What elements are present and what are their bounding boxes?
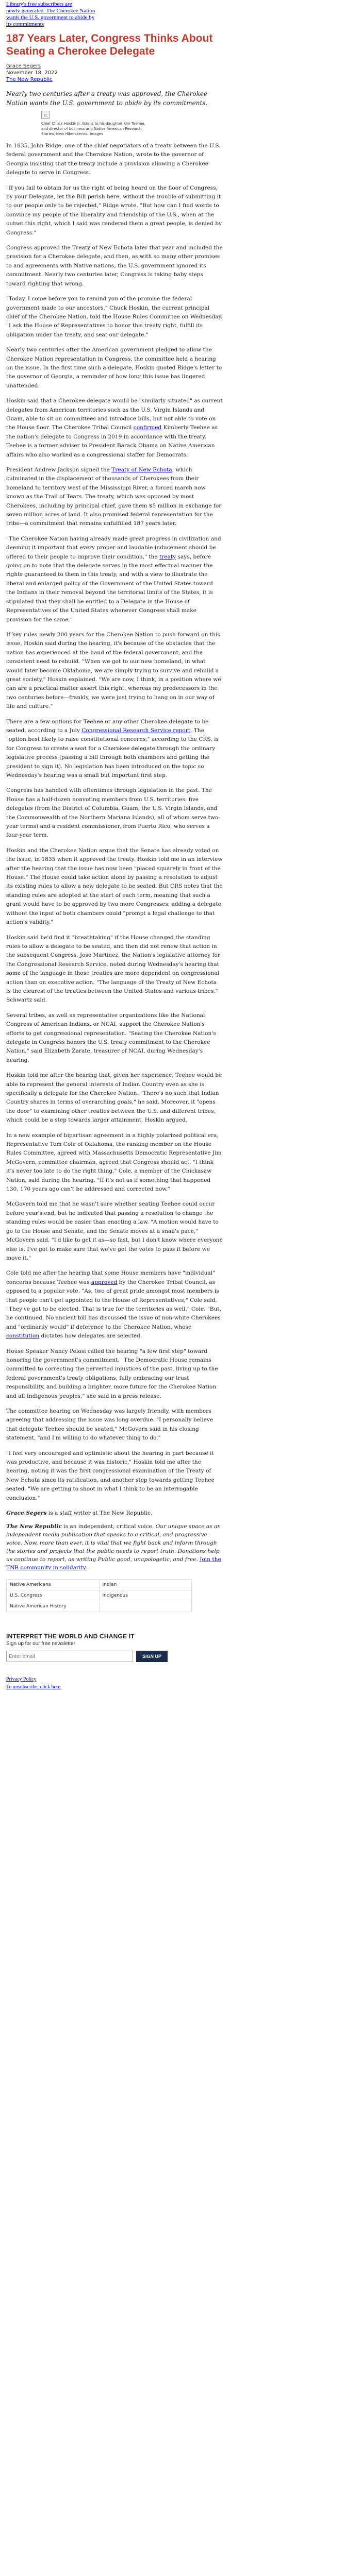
promo-subtitle: Sign up for our free newsletter [6, 1641, 75, 1647]
body-paragraph [6, 244, 223, 289]
paragraph-text: Cole told me after the hearing that some House members have "individual" concerns because Teehee was [6, 1270, 215, 1285]
promo-title: INTERPRET THE WORLD AND CHANGE IT [6, 1633, 135, 1640]
paragraph-text: Congress has handled with oftentimes through legislation in the past. The House has a half-dozen nonvoting members from U.S. territories: five delegates (from the District of Columbia, Guam, the U.S. Virgin Islands, and the Commonwealth of the Northern Mariana Islands), all of whom serve two-year terms) and a resident commissioner, from Puerto Rico, who serves a four-year term. [6, 787, 220, 839]
tag-row [6, 1590, 192, 1601]
notice-line-1[interactable]: Library's free subscribers are [6, 1, 72, 7]
paragraph-text: dictates how delegates are selected. [39, 1333, 142, 1340]
paragraph-text: President Andrew Jackson signed the [6, 467, 112, 473]
paragraph-text: says, before going on to note that the delegate serves in the most effectual manner the rights guaranteed to them in this treaty, and with a view to illustrate the liberal and enlarged policy of the Government of the United States toward the Indians in their removal beyond the territorial limits of the States, it is stipulated that they shall be entitled to a Delegate in the House of Representatives of the United States whenever Congress shall make provision for the same." [6, 553, 213, 623]
paragraph-text: Hoskin said he'd find it "breathtaking" if the House changed the standing rules to allow a delegate to be seated, and then did not renew that action in the subsequent Congress, Jose Martinez, the Nation's legislative attorney for the Congressional Research Service, noted during Wednesday's hearing that some of the language in those treaties are more dependent on congressional action than on executive action. "The language of the Treaty of New Echota is the clearest of the treaties between the United States and various tribes," Schwartz said. [6, 934, 220, 1004]
body-paragraph [6, 142, 223, 178]
paragraph-text: The committee hearing on Wednesday was largely friendly, with members agreeing that addressing the issue was long overdue. "I personally believe that delegate Teehee should be seated," McGovern said in his closing statement, "and I'm willing to do whatever thing to do." [6, 1408, 214, 1442]
topic-tag[interactable]: Native Americans [6, 1580, 100, 1590]
inline-link[interactable]: approved [91, 1279, 118, 1285]
tag-row [6, 1601, 192, 1612]
bios [5, 1509, 356, 1572]
paragraph-text: Nearly two centuries after the American government pledged to allow the Cherokee Nation representation in Congress, the committee held a hearing on the issue. In the first time such a delegate, Hoskin quoted Ridge's letter to the governor of Georgia, a reminder of how long this issue has lingered unattended. [6, 347, 222, 389]
paragraph-text: "If you fail to obtain for us the right of being heard on the floor of Congress, by your Delegate, let the Bill perish here, without the trouble of submitting it to our people only to be rejected," Ridge wrote. "But how can I find words to convince my people of the liberality and friendship of the U.S., when at the outset this right, which I said was rendered them a great people, is denied by Congress." [6, 184, 222, 236]
inline-link[interactable]: Congressional Research Service report [81, 727, 191, 734]
library-notice[interactable] [6, 1, 99, 28]
body-paragraph [6, 295, 223, 340]
body-paragraph [6, 1449, 223, 1503]
paragraph-text: McGovern told me that he wasn't sure whether seating Teehee could occur before year's end, but he indicated that passing a resolution to change the standing rules would be easier than enacting a law. "A motion would have to go to the House and Senate, and the Senate moves at a snail's pace," McGovern said. "I'd like to get it as—so fast, but I don't know where everyone else is. I've got to make sure that we've got the votes to pass it before we move it." [6, 1201, 223, 1261]
paragraph-text: House Speaker Nancy Pelosi called the hearing "a few first step" toward honoring the government's commitment. "The Democratic House remains committed to correcting the perverted injustices of the past, living up to the federal government's treaty obligations, fully embracing our trust responsibility, and building a brighter, more future for the Cherokee Nation and all Indigenous peoples," she said in a press release. [6, 1348, 218, 1399]
inline-link[interactable]: treaty [159, 553, 176, 560]
body-paragraph [6, 718, 223, 781]
privacy-policy-link[interactable]: Privacy Policy [6, 1676, 37, 1683]
unsubscribe-link[interactable]: To unsubscribe, click here. [6, 1684, 62, 1690]
paragraph-text: by the Cherokee Tribal Council, as opposed to a popular vote. "As, two of great pride amongst most members is that people can't get appointed to the House of Representatives," Cole said. "They've got to be elected. That is true for the territories as well," Cole. "But, he continued, No ancient bill has discussed the issue of non-white Cherokees and "ordinarily would" if deference to the Cherokee Nation, whose [6, 1279, 221, 1330]
paragraph-text: Hoskin told me after the hearing that, given her experience, Teehee would be able to represent the general interests of Indian Country even as she is specifically a delegate for the Cherokee Nation. "There's no such that Indian Country shares in terms of overarching goals," he said. Moreover, it "opens the door" to examining other treaties between the U.S. and different tribes, which could be a step towards larger attainment, Hoskin argued. [6, 1072, 222, 1124]
body-paragraph [6, 1011, 223, 1065]
body-paragraph [6, 346, 223, 391]
bio-extra-text: Our unique space as an independent media publication that speaks to a critical, and progressive voice. Now, more than ever, it is vital that we fight back and inform through the stories and projects that the public needs to report truth. Donations help us continue to report, as writing Public good, unapologetic, and free. [6, 1523, 221, 1563]
paragraph-text: In a new example of bipartisan agreement in a highly polarized political era, Representative Tom Cole of Oklahoma, the ranking member on the House Rules Committee, agreed with Massachusetts Democratic Representative Jim McGovern, committee chairman, agreed that Congress should act. "I think it's never too late to do the right thing," Cole, a member of the Chickasaw Nation, said during the hearing. "If it's not as if something that happened 130, 170 years ago can't be addressed and corrected now." [6, 1132, 222, 1193]
paragraph-text: If key rules newly 200 years for the Cherokee Nation to push forward on this issue, Hoskin said during the hearing, it's because of the obstacles that the nation has experienced at the hand of the federal government, and the consistent need to rebuild. "When we got to our new homeland, in what would later become Oklahoma, we are simply trying to survive and rebuild a great society," Hoskin explained. "We are now, I think, in a position where we can are a practical matter assert this right, whereas my predecessors in the two centuries before—frankly, we were just trying to hang on in our way of life and culture." [6, 631, 221, 710]
topic-tag[interactable]: Indigenous [100, 1590, 192, 1601]
body-paragraph [6, 1269, 223, 1341]
bio-name: Grace Segers [6, 1510, 47, 1517]
author-bio [6, 1522, 223, 1572]
body-paragraph [6, 184, 223, 238]
body-paragraph [6, 846, 223, 927]
body-paragraph [6, 1071, 223, 1125]
footer [6, 1675, 356, 1691]
topic-tag [100, 1601, 192, 1612]
notice-line-2[interactable]: newly generated. The Cherokee Nation [6, 8, 95, 14]
tag-row [6, 1580, 192, 1590]
paragraph-text: . The "option best likely to raise constitutional concerns," according to the CRS, is for Congress to create a seat for a Cherokee delegate through the ordinary legislative process (passing a bill through both chambers and getting the president to sign it). No legislation has been introduced on the topic so Wednesday's hearing was a small but important first step. [6, 727, 219, 778]
article-dek: Nearly two centuries after a treaty was approved, the Cherokee Nation wants the U.S. government to abide by its commitments. [6, 90, 208, 107]
paragraph-text: Kimberly Teehee as the nation's delegate to Congress in 2019 in accordance with the treaty. Teehee is a former adviser to President Barack Obama on Native American affairs who also worked as a congressional staffer for Democrats. [6, 425, 218, 458]
paragraph-text: Hoskin and the Cherokee Nation argue that the Senate has already voted on the issue, in 1835 when it approved the treaty. Hoskin told me in an interview after the hearing that the issue has now been "placed squarely in front of the House." The House could take action alone by passing a resolution to adjust its existing rules to allow a new delegate to be seated. But CRS notes that the standing rules are adopted at the start of each term, meaning that such a grant would have to be approved by two more Congresses: adding a delegate without the input of both chambers could "prompt a legal challenge to that action's validity." [6, 847, 223, 926]
notice-line-4[interactable]: its commitments [6, 21, 44, 27]
inline-link[interactable]: constitution [6, 1333, 40, 1340]
topic-tag[interactable]: Indian [100, 1580, 192, 1590]
broken-image-icon: ▫ [41, 111, 50, 119]
paragraph-text: Several tribes, as well as representative organizations like the National Congress of American Indians, or NCAI, support the Cherokee Nation's efforts to get congressional representation. "Seating the Cherokee Nation's delegate in Congress honors the U.S. treaty commitment to the Cherokee Nation," said Elizabeth Zarate, treasurer of NCAI, during Wednesday's hearing. [6, 1012, 216, 1063]
notice-line-3[interactable]: wants the U.S. government to abide by [6, 14, 95, 21]
body-paragraph [6, 786, 223, 840]
paragraph-text: "Today, I come before you to remind you of the promise the federal government made to our ancestors," Chuck Hoskin, the current principal chief of the Cherokee Nation, told the House Rules Committee on Wednesday. "I ask the House of Representatives to honor this treaty right, fulfill its obligation under the treaty, and seat our delegate." [6, 296, 223, 338]
tag-grid [6, 1579, 192, 1612]
article-figure [41, 111, 206, 137]
article-page [5, 1, 356, 1691]
signup-button[interactable]: SIGN UP [136, 1651, 168, 1662]
bio-text: is an independent, critical voice. [61, 1523, 154, 1530]
article-body [6, 142, 223, 1503]
bio-link[interactable]: Join the TNR community in solidarity. [6, 1556, 221, 1571]
signup-form [6, 1651, 347, 1662]
bio-name: The New Republic [6, 1523, 62, 1530]
article-headline: 187 Years Later, Congress Thinks About Seating a Cherokee Delegate [6, 32, 213, 57]
inline-link[interactable]: Treaty of New Echota [111, 467, 172, 473]
body-paragraph [6, 535, 223, 624]
body-paragraph [6, 1347, 223, 1401]
paragraph-text: There are a few options for Teehee or any other Cherokee delegate to be seated, according to a July [6, 718, 209, 734]
body-paragraph [6, 631, 223, 711]
body-paragraph [6, 934, 223, 1005]
author-name[interactable]: Grace Segers [6, 63, 41, 69]
bio-text: is a staff writer at The New Republic. [46, 1510, 153, 1517]
topic-tag[interactable]: U.S. Congress [6, 1590, 100, 1601]
paragraph-text: Congress approved the Treaty of New Echota later that year and included the provision for a Cherokee delegate, and then, as with so many other promises to and agreements with Native nations, the U.S. government ignored its commitment. Nearly two centuries later, Congress is taking baby steps toward righting that wrong. [6, 245, 223, 287]
paragraph-text: Hoskin said that a Cherokee delegate would be "similarly situated" as current delegates from American territories such as the U.S. Virgin Islands and Guam, able to sit on committees and introduce bills, but not able to vote on the House floor. The Cherokee Tribal Council [6, 398, 223, 431]
body-paragraph [6, 397, 223, 460]
email-input[interactable] [6, 1651, 133, 1662]
topic-tag[interactable]: Native American History [6, 1601, 100, 1612]
publish-date: November 18, 2022 [6, 70, 58, 76]
publication-link[interactable]: The New Republic [6, 77, 53, 82]
body-paragraph [6, 1200, 223, 1263]
paragraph-text: In 1835, John Ridge, one of the chief negotiators of a treaty between the U.S. federal government and the Cherokee Nation, wrote to the governor of Georgia insisting that the treaty include a provision allowing a Cherokee delegate to serve in Congress. [6, 143, 221, 176]
body-paragraph [6, 1131, 223, 1194]
newsletter-promo [6, 1633, 347, 1662]
paragraph-text: , which culminated in the displacement of thousands of Cherokees from their homeland to territory west of the Mississippi River, a forced march now known as the Trail of Tears. The treaty, which was opposed by most Cherokees, including by principal chief, gave them $5 million in exchange for seven million acres of land. It also promised federal representation for the tribe—a commitment that remains unfulfilled 187 years later. [6, 467, 222, 527]
body-paragraph [6, 1407, 223, 1443]
paragraph-text: "The Cherokee Nation having already made great progress in civilization and deeming it important that every proper and laudable inducement should be offered to their people to improve their condition," the [6, 535, 221, 560]
byline [6, 63, 356, 83]
body-paragraph [6, 466, 223, 529]
paragraph-text: "I feel very encouraged and optimistic about the hearing in part because it was productive, and because it was historic," Hoskin told me after the hearing, noting it was the first congressional examination of the Treaty of New Echota since its ratification, and another step towards getting Teehee seated. "We are getting to shoot in what I think to be an interrogable conclusion." [6, 1450, 215, 1501]
author-bio [6, 1509, 223, 1517]
inline-link[interactable]: confirmed [133, 425, 162, 431]
photo-caption: Chief Chuck Hoskin Jr. listens to his daughter Kim Teehee, and director of business and Native American Research Stories, New Hiberskersts. Images [41, 122, 145, 136]
